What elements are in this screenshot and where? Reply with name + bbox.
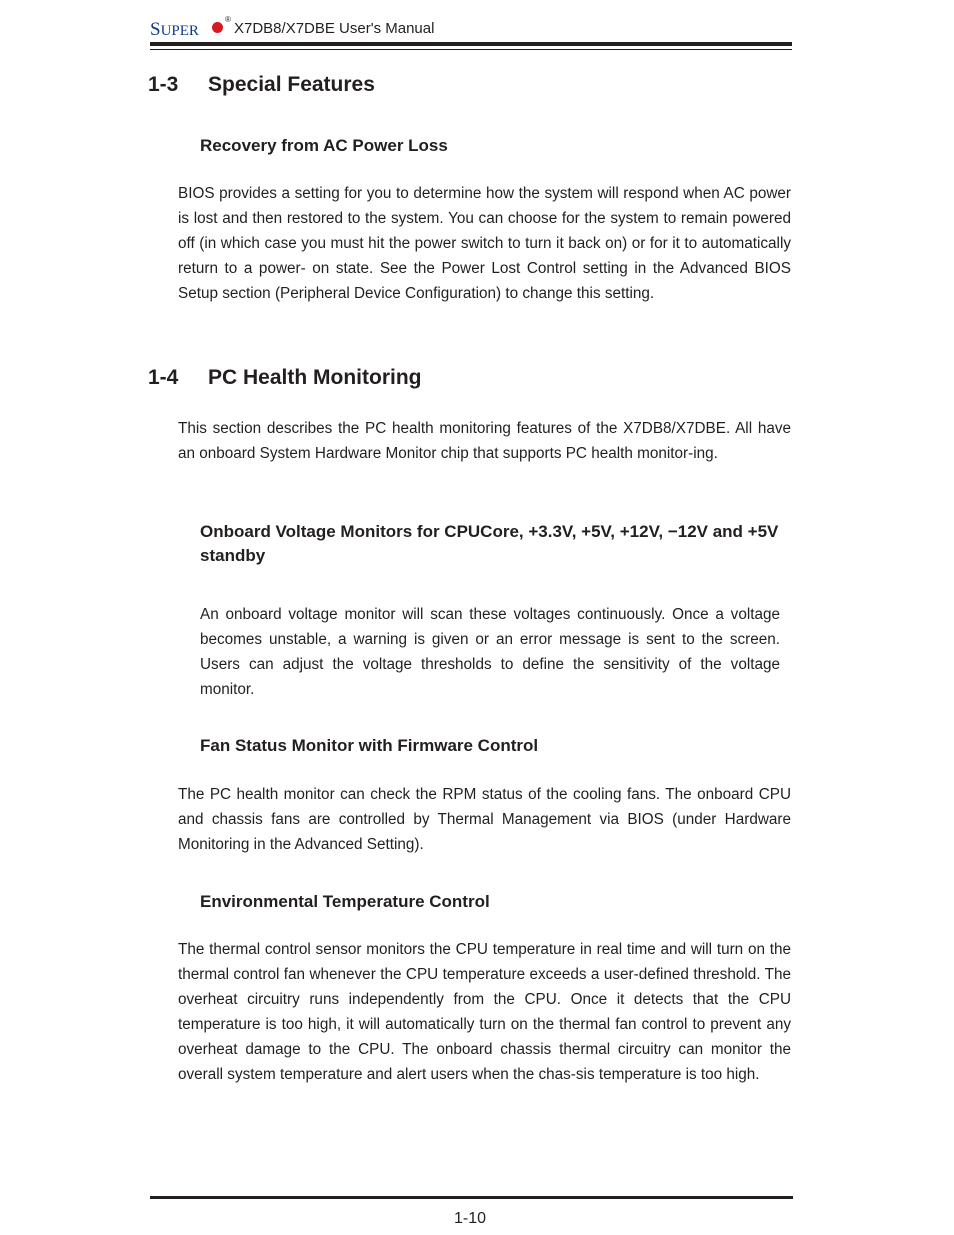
- section-heading-pc-health: [148, 366, 422, 390]
- subheading-ac-power-loss: Recovery from AC Power Loss: [200, 136, 448, 155]
- subheading-voltage-monitors: Onboard Voltage Monitors for CPUCore, +3.3V, +5V, +12V, −12V and +5V standby: [200, 522, 779, 565]
- paragraph-ac-power-loss: BIOS provides a setting for you to determine how the system will respond when AC power is lost and then restored to the system. You can choose for the system to remain powered off (in which case you must hit the power switch to turn it back on) or for it to automatically return to a power- on state. See the Power Lost Control setting in the Advanced BIOS Setup section (Peripheral Device Configuration) to change this setting.: [178, 185, 791, 302]
- subheading-fan-status: Fan Status Monitor with Firmware Control: [200, 736, 539, 755]
- section-title: Special Features: [208, 73, 375, 96]
- supermicro-logo: [150, 19, 199, 41]
- registered-mark-icon: ®: [225, 15, 231, 24]
- logo-initial: S: [150, 19, 161, 40]
- logo-rest: UPER: [160, 23, 199, 39]
- paragraph-fan-status: The PC health monitor can check the RPM status of the cooling fans. The onboard CPU and chassis fans are controlled by Thermal Management via BIOS (under Hardware Monitoring in the Advanced Setting).: [178, 786, 791, 853]
- page-number: 1-10: [453, 1210, 487, 1227]
- section-title: PC Health Monitoring: [208, 366, 422, 389]
- header-rule: [150, 42, 792, 46]
- paragraph-voltage-monitors: An onboard voltage monitor will scan these voltages continuously. Once a voltage becomes unstable, a warning is given or an error message is sent to the screen. Users can adjust the voltage thresholds to define the sensitivity of the voltage monitor.: [200, 606, 780, 698]
- manual-title: X7DB8/X7DBE User's Manual: [234, 20, 435, 37]
- section-number: 1-4: [148, 366, 179, 389]
- section-number: 1-3: [148, 73, 179, 96]
- logo-dot-icon: [212, 22, 223, 33]
- paragraph-pc-health-intro: This section describes the PC health monitoring features of the X7DB8/X7DBE. All have an onboard System Hardware Monitor chip that supports PC health monitor-ing.: [178, 420, 791, 462]
- subheading-temperature-control: Environmental Temperature Control: [200, 892, 490, 911]
- page-header: [150, 14, 792, 54]
- header-rule-thin: [150, 49, 792, 50]
- paragraph-temperature-control: The thermal control sensor monitors the CPU temperature in real time and will turn on the thermal control fan whenever the CPU temperature exceeds a user-defined threshold. The overheat circuitry runs independently from the CPU. Once it detects that the CPU temperature is too high, it will automatically turn on the thermal fan control to prevent any overheat damage to the CPU. The onboard chassis thermal circuitry can monitor the overall system temperature and alert users when the chas-sis temperature is too high.: [178, 941, 791, 1083]
- footer-rule: [150, 1196, 793, 1199]
- section-heading-special-features: [148, 73, 375, 97]
